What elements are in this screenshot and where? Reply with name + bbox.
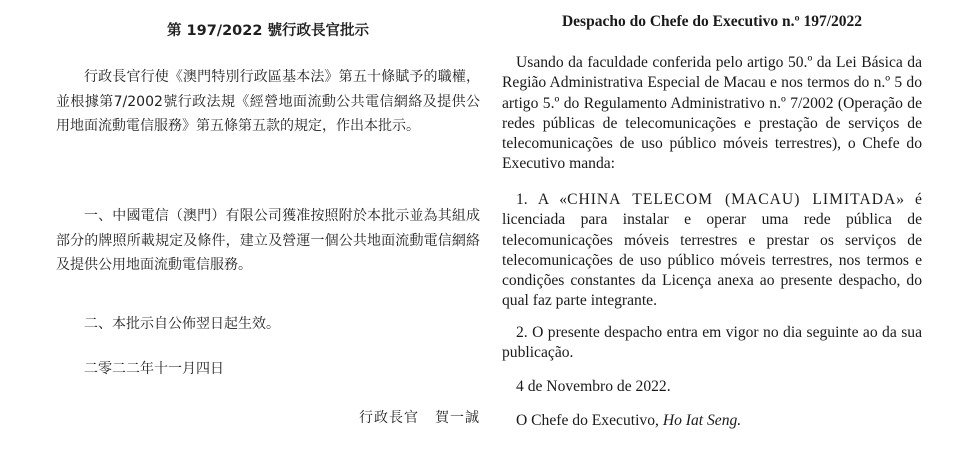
- chinese-paragraph-2: 二、本批示自公佈翌日起生效。: [84, 316, 280, 332]
- portuguese-paragraph-2: 2. O presente despacho entra em vigor no dia seguinte ao da sua publicação.: [502, 324, 922, 362]
- portuguese-date: 4 de Novembro de 2022.: [516, 378, 671, 395]
- portuguese-paragraph-preamble: Usando da faculdade conferida pelo artigo 50.º da Lei Básica da Região Administrativa Especial de Macau e nos termos do n.º 5 do artigo 5.º do Regulamento Administrativo n.º 7/2002 (Operação de redes públicas de telecomunicações e prestação de serviços de telecomunicações de uso público móveis terrestres), o Chefe do Executivo manda:: [502, 54, 922, 173]
- chinese-paragraph-1: 一、中國電信（澳門）有限公司獲准按照附於本批示並為其組成部分的牌照所載規定及條件，建立及營運一個公共地面流動電信網絡及提供公用地面流動電信服務。: [56, 208, 480, 274]
- chinese-title: 第 197/2022 號行政長官批示: [166, 23, 369, 39]
- chinese-date: 二零二二年十一月四日: [84, 361, 224, 377]
- chinese-signature-name: 賀一誠: [435, 410, 480, 426]
- chinese-signature-title: 行政長官: [359, 410, 419, 426]
- portuguese-paragraph-1: [502, 190, 922, 312]
- portuguese-signature-name: Ho Iat Seng.: [662, 412, 742, 429]
- portuguese-paragraph-1-rest: » é licenciada para instalar e operar uma rede pública de telecomunicações móveis terrestres e prestar os serviços de telecomunicações de uso público móveis terrestres, nos termos e condições constantes da Licença anexa ao presente despacho, do qual faz parte integrante.: [502, 191, 922, 310]
- portuguese-title: Despacho do Chefe do Executivo n.º 197/2022: [561, 13, 863, 30]
- chinese-paragraph-preamble: 行政長官行使《澳門特別行政區基本法》第五十條賦予的職權，並根據第7/2002號行政法規《經營地面流動公共電信網絡及提供公用地面流動電信服務》第五條第五款的規定，作出本批示。: [56, 69, 480, 135]
- portuguese-signature: [502, 411, 922, 431]
- portuguese-company-name: CHINA TELECOM (MACAU) LIMITADA: [567, 191, 897, 208]
- portuguese-signature-prefix: O Chefe do Executivo,: [516, 412, 663, 429]
- portuguese-paragraph-1-prefix: 1. A «: [516, 191, 568, 208]
- chinese-signature: [359, 406, 480, 430]
